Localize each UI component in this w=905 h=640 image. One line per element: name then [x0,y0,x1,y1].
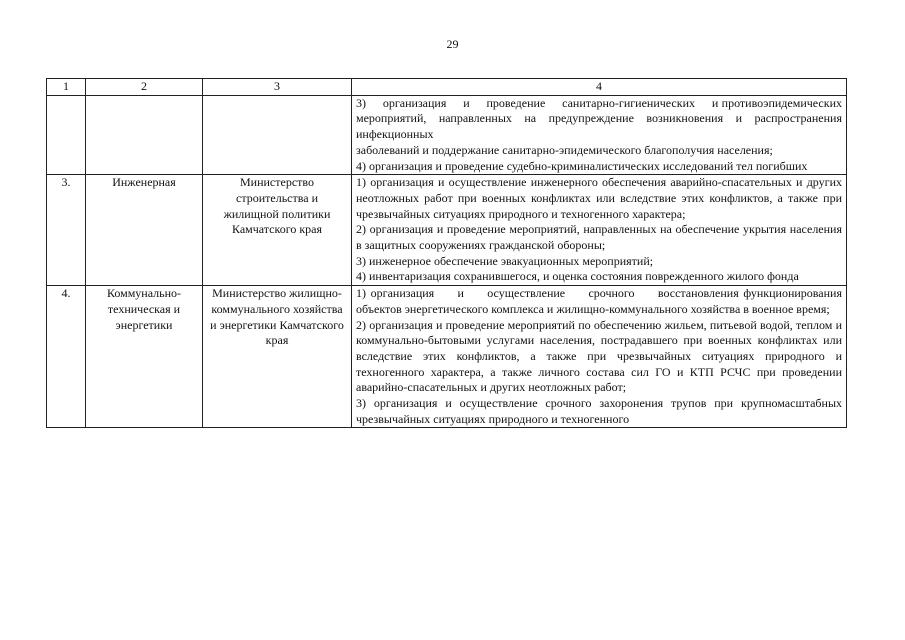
header-cell-3: 3 [203,79,352,96]
tasks-cell [352,286,847,428]
header-cell-1: 1 [47,79,86,96]
task-item: 4) инвентаризация сохранившегося, и оценка состояния поврежденного жилого фонда [356,269,799,284]
responsible-ministry [203,95,352,175]
responsible-ministry: Министерство жилищно-коммунального хозяйства и энергетики Камчатского края [203,286,352,428]
task-item: 2) организация и проведение мероприятий по обеспечению жильем, питьевой водой, теплом и коммунально-бытовыми услугами населения, пострадавшего при военных конфликтах или вследствие этих конфликтов, а также при чрезвычайных ситуациях природного и техногенного характера, а также личного состава сил ГО и КТП РСЧС при проведении аварийно-спасательных и других неотложных работ; [356,317,842,395]
table-row [47,175,847,286]
task-item: 3) инженерное обеспечение эвакуационных мероприятий; [356,253,654,268]
row-number [47,95,86,175]
task-item: заболеваний и поддержание санитарно-эпидемического благополучия населения; [356,142,773,157]
header-cell-2: 2 [86,79,203,96]
task-item: 1) организация и осуществление срочного восстановления функционирования объектов энергетического комплекса и жилищно-коммунального хозяйства в военное время; [356,286,842,316]
task-item: 2) организация и проведение мероприятий, направленных на обеспечение укрытия населения в защитных сооружениях гражданской обороны; [356,222,842,253]
responsible-ministry: Министерство строительства и жилищной политики Камчатского края [203,175,352,286]
tasks-cell [352,175,847,286]
task-item: 4) организация и проведение судебно-криминалистических исследований тел погибших [356,158,808,173]
service-type: Инженерная [86,175,203,286]
table-header-row [47,79,847,96]
page-number: 29 [446,37,459,51]
task-item: 3) организация и проведение санитарно-гигиенических и противоэпидемических мероприятий, направленных на предупреждение возникновения и распространения инфекционных [356,95,842,142]
tasks-cell [352,95,847,175]
table-row [47,286,847,428]
services-table [46,78,847,428]
task-item: 1) организация и осуществление инженерного обеспечения аварийно-спасательных и других неотложных работ при военных конфликтах или вследствие этих конфликтов, а также при чрезвычайных ситуациях природного и техногенного характера; [356,175,842,221]
row-number: 3. [47,175,86,286]
header-cell-4: 4 [352,79,847,96]
row-number: 4. [47,286,86,428]
service-type [86,95,203,175]
table-row [47,95,847,175]
service-type: Коммунально-техническая и энергетики [86,286,203,428]
task-item: 3) организация и осуществление срочного захоронения трупов при крупномасштабных чрезвычайных ситуациях природного и техногенного [356,396,842,426]
